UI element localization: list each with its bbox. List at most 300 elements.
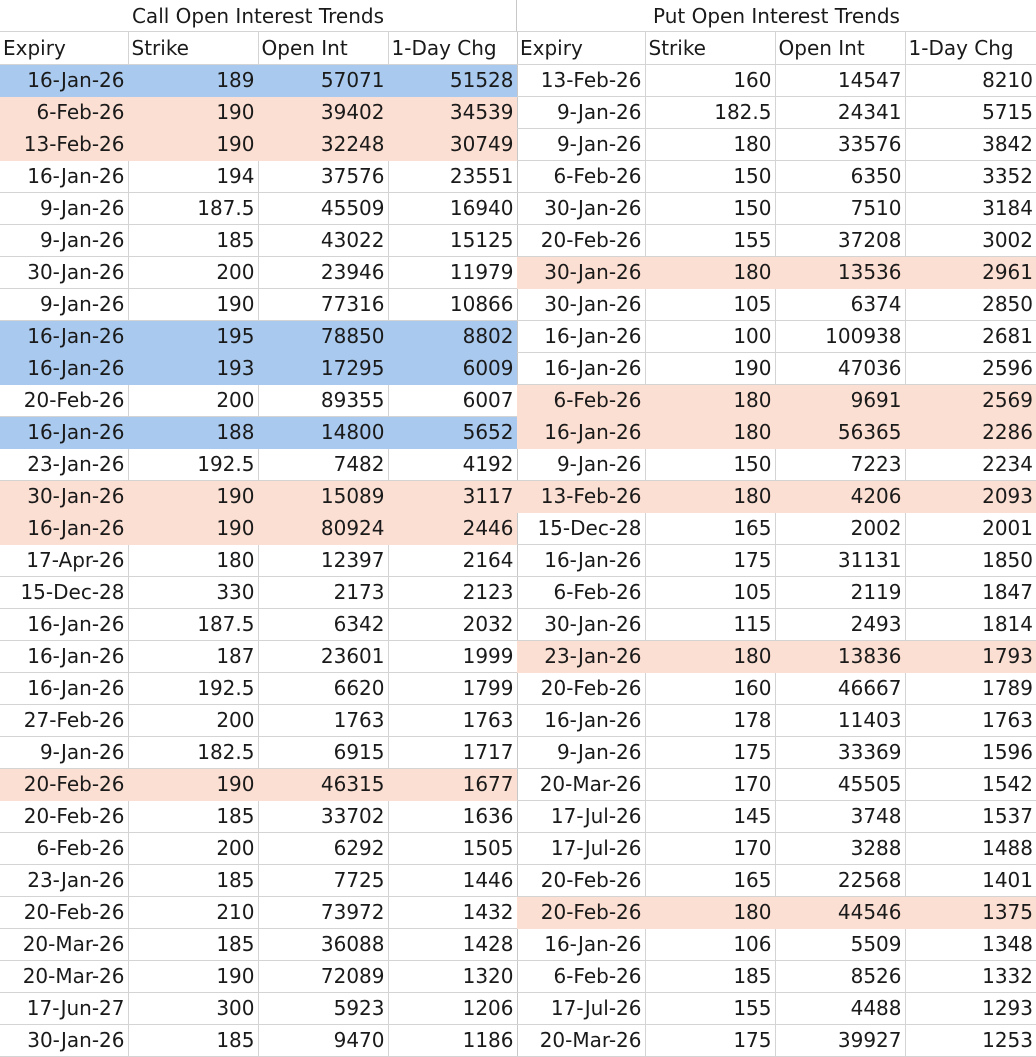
call-oi-panel <box>0 0 517 1056</box>
cell-strike[interactable]: 180 <box>645 128 775 160</box>
cell-expiry[interactable]: 9-Jan-26 <box>0 288 128 320</box>
cell-open-int[interactable]: 80924 <box>258 512 388 544</box>
cell-strike[interactable]: 185 <box>128 928 258 960</box>
table-row <box>517 256 1036 288</box>
cell-expiry[interactable]: 9-Jan-26 <box>517 128 645 160</box>
cell-expiry[interactable]: 20-Feb-26 <box>517 224 645 256</box>
table-row <box>0 288 517 320</box>
table-row <box>517 96 1036 128</box>
table-row <box>517 896 1036 928</box>
table-row <box>0 416 517 448</box>
cell-strike[interactable]: 175 <box>645 1024 775 1056</box>
cell-expiry[interactable]: 9-Jan-26 <box>0 192 128 224</box>
cell-strike[interactable]: 180 <box>128 544 258 576</box>
cell-1-day-chg[interactable]: 1332 <box>905 960 1036 992</box>
cell-1-day-chg[interactable]: 3352 <box>905 160 1036 192</box>
cell-open-int[interactable]: 2119 <box>775 576 905 608</box>
cell-open-int[interactable]: 78850 <box>258 320 388 352</box>
cell-strike[interactable]: 200 <box>128 832 258 864</box>
cell-1-day-chg[interactable]: 1401 <box>905 864 1036 896</box>
cell-open-int[interactable]: 13836 <box>775 640 905 672</box>
cell-expiry[interactable]: 23-Jan-26 <box>517 640 645 672</box>
cell-1-day-chg[interactable]: 2164 <box>388 544 517 576</box>
cell-expiry[interactable]: 16-Jan-26 <box>517 320 645 352</box>
cell-strike[interactable]: 189 <box>128 64 258 96</box>
cell-1-day-chg[interactable]: 2234 <box>905 448 1036 480</box>
cell-expiry[interactable]: 9-Jan-26 <box>517 96 645 128</box>
cell-strike[interactable]: 190 <box>128 768 258 800</box>
cell-1-day-chg[interactable]: 8210 <box>905 64 1036 96</box>
table-row <box>0 704 517 736</box>
cell-open-int[interactable]: 7482 <box>258 448 388 480</box>
cell-strike[interactable]: 185 <box>128 800 258 832</box>
cell-expiry[interactable]: 6-Feb-26 <box>517 960 645 992</box>
cell-strike[interactable]: 180 <box>645 480 775 512</box>
cell-open-int[interactable]: 73972 <box>258 896 388 928</box>
cell-strike[interactable]: 106 <box>645 928 775 960</box>
cell-expiry[interactable]: 20-Feb-26 <box>517 896 645 928</box>
cell-open-int[interactable]: 56365 <box>775 416 905 448</box>
cell-open-int[interactable]: 7725 <box>258 864 388 896</box>
cell-1-day-chg[interactable]: 8802 <box>388 320 517 352</box>
cell-expiry[interactable]: 16-Jan-26 <box>517 416 645 448</box>
cell-1-day-chg[interactable]: 1763 <box>388 704 517 736</box>
table-row <box>517 928 1036 960</box>
cell-strike[interactable]: 192.5 <box>128 448 258 480</box>
cell-strike[interactable]: 195 <box>128 320 258 352</box>
cell-expiry[interactable]: 6-Feb-26 <box>0 832 128 864</box>
cell-strike[interactable]: 190 <box>128 288 258 320</box>
cell-open-int[interactable]: 14547 <box>775 64 905 96</box>
cell-strike[interactable]: 105 <box>645 576 775 608</box>
cell-1-day-chg[interactable]: 1999 <box>388 640 517 672</box>
cell-expiry[interactable]: 16-Jan-26 <box>0 672 128 704</box>
cell-expiry[interactable]: 20-Feb-26 <box>0 800 128 832</box>
cell-1-day-chg[interactable]: 1542 <box>905 768 1036 800</box>
cell-open-int[interactable]: 57071 <box>258 64 388 96</box>
cell-expiry[interactable]: 16-Jan-26 <box>0 416 128 448</box>
cell-expiry[interactable]: 30-Jan-26 <box>517 608 645 640</box>
cell-open-int[interactable]: 1763 <box>258 704 388 736</box>
cell-open-int[interactable]: 6292 <box>258 832 388 864</box>
cell-strike[interactable]: 193 <box>128 352 258 384</box>
cell-strike[interactable]: 187 <box>128 640 258 672</box>
cell-expiry[interactable]: 16-Jan-26 <box>0 640 128 672</box>
cell-1-day-chg[interactable]: 34539 <box>388 96 517 128</box>
cell-open-int[interactable]: 36088 <box>258 928 388 960</box>
cell-1-day-chg[interactable]: 11979 <box>388 256 517 288</box>
cell-expiry[interactable]: 9-Jan-26 <box>0 736 128 768</box>
cell-expiry[interactable]: 20-Feb-26 <box>517 864 645 896</box>
cell-open-int[interactable]: 7510 <box>775 192 905 224</box>
cell-open-int[interactable]: 22568 <box>775 864 905 896</box>
cell-strike[interactable]: 190 <box>128 128 258 160</box>
cell-1-day-chg[interactable]: 1186 <box>388 1024 517 1056</box>
cell-strike[interactable]: 145 <box>645 800 775 832</box>
cell-1-day-chg[interactable]: 5652 <box>388 416 517 448</box>
cell-1-day-chg[interactable]: 1348 <box>905 928 1036 960</box>
cell-expiry[interactable]: 13-Feb-26 <box>0 128 128 160</box>
cell-1-day-chg[interactable]: 6007 <box>388 384 517 416</box>
cell-1-day-chg[interactable]: 1596 <box>905 736 1036 768</box>
cell-open-int[interactable]: 15089 <box>258 480 388 512</box>
cell-strike[interactable]: 165 <box>645 512 775 544</box>
cell-strike[interactable]: 190 <box>128 480 258 512</box>
cell-1-day-chg[interactable]: 2286 <box>905 416 1036 448</box>
table-row <box>0 256 517 288</box>
table-row <box>517 448 1036 480</box>
cell-strike[interactable]: 165 <box>645 864 775 896</box>
cell-open-int[interactable]: 2493 <box>775 608 905 640</box>
cell-strike[interactable]: 210 <box>128 896 258 928</box>
cell-1-day-chg[interactable]: 2596 <box>905 352 1036 384</box>
cell-strike[interactable]: 185 <box>128 864 258 896</box>
cell-expiry[interactable]: 6-Feb-26 <box>517 384 645 416</box>
table-row <box>0 608 517 640</box>
cell-strike[interactable]: 180 <box>645 384 775 416</box>
cell-1-day-chg[interactable]: 3117 <box>388 480 517 512</box>
cell-open-int[interactable]: 17295 <box>258 352 388 384</box>
table-row <box>0 448 517 480</box>
cell-expiry[interactable]: 20-Feb-26 <box>0 384 128 416</box>
cell-1-day-chg[interactable]: 2032 <box>388 608 517 640</box>
cell-1-day-chg[interactable]: 2001 <box>905 512 1036 544</box>
cell-1-day-chg[interactable]: 1375 <box>905 896 1036 928</box>
cell-expiry[interactable]: 13-Feb-26 <box>517 64 645 96</box>
cell-expiry[interactable]: 16-Jan-26 <box>0 512 128 544</box>
header-expiry[interactable]: Expiry <box>0 32 128 64</box>
cell-open-int[interactable]: 6374 <box>775 288 905 320</box>
cell-expiry[interactable]: 9-Jan-26 <box>517 736 645 768</box>
table-row <box>517 160 1036 192</box>
cell-1-day-chg[interactable]: 2681 <box>905 320 1036 352</box>
cell-strike[interactable]: 150 <box>645 160 775 192</box>
cell-expiry[interactable]: 20-Mar-26 <box>0 928 128 960</box>
cell-expiry[interactable]: 20-Mar-26 <box>517 768 645 800</box>
cell-1-day-chg[interactable]: 1850 <box>905 544 1036 576</box>
cell-open-int[interactable]: 7223 <box>775 448 905 480</box>
table-row <box>517 576 1036 608</box>
cell-strike[interactable]: 170 <box>645 768 775 800</box>
cell-open-int[interactable]: 5509 <box>775 928 905 960</box>
table-row <box>0 896 517 928</box>
table-row <box>0 384 517 416</box>
cell-expiry[interactable]: 30-Jan-26 <box>517 192 645 224</box>
cell-expiry[interactable]: 27-Feb-26 <box>0 704 128 736</box>
cell-expiry[interactable]: 30-Jan-26 <box>517 256 645 288</box>
cell-expiry[interactable]: 20-Mar-26 <box>0 960 128 992</box>
cell-1-day-chg[interactable]: 1793 <box>905 640 1036 672</box>
cell-1-day-chg[interactable]: 51528 <box>388 64 517 96</box>
cell-open-int[interactable]: 43022 <box>258 224 388 256</box>
cell-strike[interactable]: 200 <box>128 704 258 736</box>
cell-open-int[interactable]: 9470 <box>258 1024 388 1056</box>
table-row <box>0 960 517 992</box>
cell-open-int[interactable]: 6915 <box>258 736 388 768</box>
cell-1-day-chg[interactable]: 1763 <box>905 704 1036 736</box>
cell-expiry[interactable]: 23-Jan-26 <box>0 448 128 480</box>
cell-strike[interactable]: 155 <box>645 224 775 256</box>
cell-open-int[interactable]: 6342 <box>258 608 388 640</box>
cell-open-int[interactable]: 3748 <box>775 800 905 832</box>
cell-open-int[interactable]: 100938 <box>775 320 905 352</box>
cell-1-day-chg[interactable]: 2961 <box>905 256 1036 288</box>
cell-1-day-chg[interactable]: 10866 <box>388 288 517 320</box>
cell-expiry[interactable]: 13-Feb-26 <box>517 480 645 512</box>
table-row <box>0 128 517 160</box>
cell-open-int[interactable]: 46315 <box>258 768 388 800</box>
cell-open-int[interactable]: 89355 <box>258 384 388 416</box>
cell-expiry[interactable]: 6-Feb-26 <box>517 160 645 192</box>
call-oi-table <box>0 32 518 1057</box>
table-row <box>0 864 517 896</box>
cell-1-day-chg[interactable]: 1488 <box>905 832 1036 864</box>
cell-expiry[interactable]: 17-Jul-26 <box>517 992 645 1024</box>
header-1-day-chg[interactable]: 1-Day Chg <box>905 32 1036 64</box>
cell-expiry[interactable]: 16-Jan-26 <box>517 704 645 736</box>
table-row <box>0 96 517 128</box>
cell-open-int[interactable]: 24341 <box>775 96 905 128</box>
call-oi-title: Call Open Interest Trends <box>0 0 517 32</box>
cell-expiry[interactable]: 30-Jan-26 <box>0 256 128 288</box>
cell-expiry[interactable]: 16-Jan-26 <box>0 64 128 96</box>
cell-open-int[interactable]: 3288 <box>775 832 905 864</box>
cell-strike[interactable]: 187.5 <box>128 608 258 640</box>
cell-open-int[interactable]: 4206 <box>775 480 905 512</box>
header-strike[interactable]: Strike <box>128 32 258 64</box>
cell-strike[interactable]: 187.5 <box>128 192 258 224</box>
header-1-day-chg[interactable]: 1-Day Chg <box>388 32 517 64</box>
cell-strike[interactable]: 200 <box>128 256 258 288</box>
table-row <box>517 608 1036 640</box>
cell-expiry[interactable]: 16-Jan-26 <box>0 608 128 640</box>
cell-open-int[interactable]: 37208 <box>775 224 905 256</box>
cell-1-day-chg[interactable]: 3184 <box>905 192 1036 224</box>
cell-1-day-chg[interactable]: 1677 <box>388 768 517 800</box>
cell-strike[interactable]: 175 <box>645 544 775 576</box>
cell-open-int[interactable]: 47036 <box>775 352 905 384</box>
cell-1-day-chg[interactable]: 2446 <box>388 512 517 544</box>
cell-open-int[interactable]: 77316 <box>258 288 388 320</box>
cell-strike[interactable]: 330 <box>128 576 258 608</box>
cell-strike[interactable]: 180 <box>645 256 775 288</box>
cell-strike[interactable]: 190 <box>128 960 258 992</box>
cell-strike[interactable]: 190 <box>128 512 258 544</box>
cell-strike[interactable]: 155 <box>645 992 775 1024</box>
table-row <box>517 480 1036 512</box>
cell-1-day-chg[interactable]: 1505 <box>388 832 517 864</box>
table-row <box>0 192 517 224</box>
cell-open-int[interactable]: 31131 <box>775 544 905 576</box>
cell-1-day-chg[interactable]: 2123 <box>388 576 517 608</box>
cell-1-day-chg[interactable]: 1636 <box>388 800 517 832</box>
cell-strike[interactable]: 170 <box>645 832 775 864</box>
cell-strike[interactable]: 182.5 <box>128 736 258 768</box>
cell-1-day-chg[interactable]: 1789 <box>905 672 1036 704</box>
cell-strike[interactable]: 300 <box>128 992 258 1024</box>
table-row <box>517 864 1036 896</box>
cell-expiry[interactable]: 30-Jan-26 <box>0 480 128 512</box>
cell-1-day-chg[interactable]: 5715 <box>905 96 1036 128</box>
cell-open-int[interactable]: 37576 <box>258 160 388 192</box>
cell-expiry[interactable]: 16-Jan-26 <box>517 352 645 384</box>
cell-open-int[interactable]: 39402 <box>258 96 388 128</box>
cell-open-int[interactable]: 72089 <box>258 960 388 992</box>
cell-open-int[interactable]: 45505 <box>775 768 905 800</box>
cell-open-int[interactable]: 8526 <box>775 960 905 992</box>
cell-expiry[interactable]: 15-Dec-28 <box>0 576 128 608</box>
cell-expiry[interactable]: 30-Jan-26 <box>0 1024 128 1056</box>
table-row <box>517 704 1036 736</box>
cell-1-day-chg[interactable]: 1847 <box>905 576 1036 608</box>
cell-expiry[interactable]: 6-Feb-26 <box>0 96 128 128</box>
cell-expiry[interactable]: 20-Feb-26 <box>0 896 128 928</box>
cell-strike[interactable]: 182.5 <box>645 96 775 128</box>
cell-expiry[interactable]: 23-Jan-26 <box>0 864 128 896</box>
cell-expiry[interactable]: 30-Jan-26 <box>517 288 645 320</box>
cell-open-int[interactable]: 33702 <box>258 800 388 832</box>
cell-strike[interactable]: 180 <box>645 416 775 448</box>
cell-open-int[interactable]: 6620 <box>258 672 388 704</box>
cell-strike[interactable]: 180 <box>645 640 775 672</box>
table-row <box>0 672 517 704</box>
header-strike[interactable]: Strike <box>645 32 775 64</box>
cell-expiry[interactable]: 20-Feb-26 <box>517 672 645 704</box>
cell-expiry[interactable]: 6-Feb-26 <box>517 576 645 608</box>
cell-1-day-chg[interactable]: 1253 <box>905 1024 1036 1056</box>
cell-open-int[interactable]: 12397 <box>258 544 388 576</box>
cell-strike[interactable]: 200 <box>128 384 258 416</box>
cell-1-day-chg[interactable]: 1320 <box>388 960 517 992</box>
cell-expiry[interactable]: 16-Jan-26 <box>517 928 645 960</box>
cell-strike[interactable]: 178 <box>645 704 775 736</box>
cell-strike[interactable]: 105 <box>645 288 775 320</box>
table-row <box>0 160 517 192</box>
table-row <box>0 544 517 576</box>
cell-open-int[interactable]: 2002 <box>775 512 905 544</box>
cell-open-int[interactable]: 23946 <box>258 256 388 288</box>
table-row <box>0 576 517 608</box>
cell-expiry[interactable]: 17-Jun-27 <box>0 992 128 1024</box>
table-row <box>517 960 1036 992</box>
cell-1-day-chg[interactable]: 1428 <box>388 928 517 960</box>
cell-strike[interactable]: 190 <box>645 352 775 384</box>
cell-open-int[interactable]: 9691 <box>775 384 905 416</box>
cell-strike[interactable]: 185 <box>645 960 775 992</box>
cell-open-int[interactable]: 4488 <box>775 992 905 1024</box>
cell-strike[interactable]: 115 <box>645 608 775 640</box>
cell-expiry[interactable]: 17-Jul-26 <box>517 800 645 832</box>
cell-1-day-chg[interactable]: 2093 <box>905 480 1036 512</box>
cell-expiry[interactable]: 16-Jan-26 <box>517 544 645 576</box>
cell-expiry[interactable]: 16-Jan-26 <box>0 320 128 352</box>
cell-1-day-chg[interactable]: 30749 <box>388 128 517 160</box>
cell-1-day-chg[interactable]: 1446 <box>388 864 517 896</box>
cell-expiry[interactable]: 9-Jan-26 <box>517 448 645 480</box>
cell-strike[interactable]: 185 <box>128 1024 258 1056</box>
cell-expiry[interactable]: 17-Apr-26 <box>0 544 128 576</box>
cell-1-day-chg[interactable]: 1293 <box>905 992 1036 1024</box>
cell-strike[interactable]: 160 <box>645 64 775 96</box>
call-table-body <box>0 64 517 1056</box>
cell-1-day-chg[interactable]: 4192 <box>388 448 517 480</box>
cell-1-day-chg[interactable]: 3842 <box>905 128 1036 160</box>
cell-expiry[interactable]: 16-Jan-26 <box>0 160 128 192</box>
cell-strike[interactable]: 190 <box>128 96 258 128</box>
cell-open-int[interactable]: 11403 <box>775 704 905 736</box>
cell-open-int[interactable]: 45509 <box>258 192 388 224</box>
cell-1-day-chg[interactable]: 6009 <box>388 352 517 384</box>
cell-open-int[interactable]: 5923 <box>258 992 388 1024</box>
cell-1-day-chg[interactable]: 1814 <box>905 608 1036 640</box>
cell-1-day-chg[interactable]: 23551 <box>388 160 517 192</box>
table-row <box>517 512 1036 544</box>
table-row <box>517 800 1036 832</box>
cell-1-day-chg[interactable]: 1717 <box>388 736 517 768</box>
table-row <box>0 800 517 832</box>
cell-expiry[interactable]: 9-Jan-26 <box>0 224 128 256</box>
cell-expiry[interactable]: 16-Jan-26 <box>0 352 128 384</box>
cell-expiry[interactable]: 20-Mar-26 <box>517 1024 645 1056</box>
cell-strike[interactable]: 180 <box>645 896 775 928</box>
cell-1-day-chg[interactable]: 16940 <box>388 192 517 224</box>
cell-1-day-chg[interactable]: 1432 <box>388 896 517 928</box>
call-header-row <box>0 32 517 64</box>
cell-open-int[interactable]: 14800 <box>258 416 388 448</box>
table-row <box>0 640 517 672</box>
table-row <box>0 992 517 1024</box>
cell-expiry[interactable]: 20-Feb-26 <box>0 768 128 800</box>
header-open-int[interactable]: Open Int <box>775 32 905 64</box>
put-table-body <box>517 64 1036 1056</box>
cell-open-int[interactable]: 32248 <box>258 128 388 160</box>
put-oi-table <box>517 32 1036 1057</box>
table-row <box>0 352 517 384</box>
cell-expiry[interactable]: 17-Jul-26 <box>517 832 645 864</box>
cell-open-int[interactable]: 39927 <box>775 1024 905 1056</box>
cell-strike[interactable]: 160 <box>645 672 775 704</box>
cell-open-int[interactable]: 13536 <box>775 256 905 288</box>
cell-open-int[interactable]: 33369 <box>775 736 905 768</box>
table-row <box>517 832 1036 864</box>
cell-strike[interactable]: 188 <box>128 416 258 448</box>
cell-1-day-chg[interactable]: 2569 <box>905 384 1036 416</box>
cell-open-int[interactable]: 6350 <box>775 160 905 192</box>
cell-strike[interactable]: 150 <box>645 448 775 480</box>
cell-open-int[interactable]: 33576 <box>775 128 905 160</box>
cell-1-day-chg[interactable]: 2850 <box>905 288 1036 320</box>
cell-open-int[interactable]: 46667 <box>775 672 905 704</box>
cell-strike[interactable]: 185 <box>128 224 258 256</box>
cell-1-day-chg[interactable]: 3002 <box>905 224 1036 256</box>
cell-open-int[interactable]: 44546 <box>775 896 905 928</box>
cell-expiry[interactable]: 15-Dec-28 <box>517 512 645 544</box>
cell-strike[interactable]: 192.5 <box>128 672 258 704</box>
cell-strike[interactable]: 100 <box>645 320 775 352</box>
table-row <box>517 224 1036 256</box>
cell-strike[interactable]: 194 <box>128 160 258 192</box>
cell-strike[interactable]: 150 <box>645 192 775 224</box>
header-open-int[interactable]: Open Int <box>258 32 388 64</box>
cell-1-day-chg[interactable]: 1799 <box>388 672 517 704</box>
cell-1-day-chg[interactable]: 1537 <box>905 800 1036 832</box>
cell-1-day-chg[interactable]: 15125 <box>388 224 517 256</box>
cell-open-int[interactable]: 2173 <box>258 576 388 608</box>
cell-open-int[interactable]: 23601 <box>258 640 388 672</box>
cell-strike[interactable]: 175 <box>645 736 775 768</box>
cell-1-day-chg[interactable]: 1206 <box>388 992 517 1024</box>
header-expiry[interactable]: Expiry <box>517 32 645 64</box>
